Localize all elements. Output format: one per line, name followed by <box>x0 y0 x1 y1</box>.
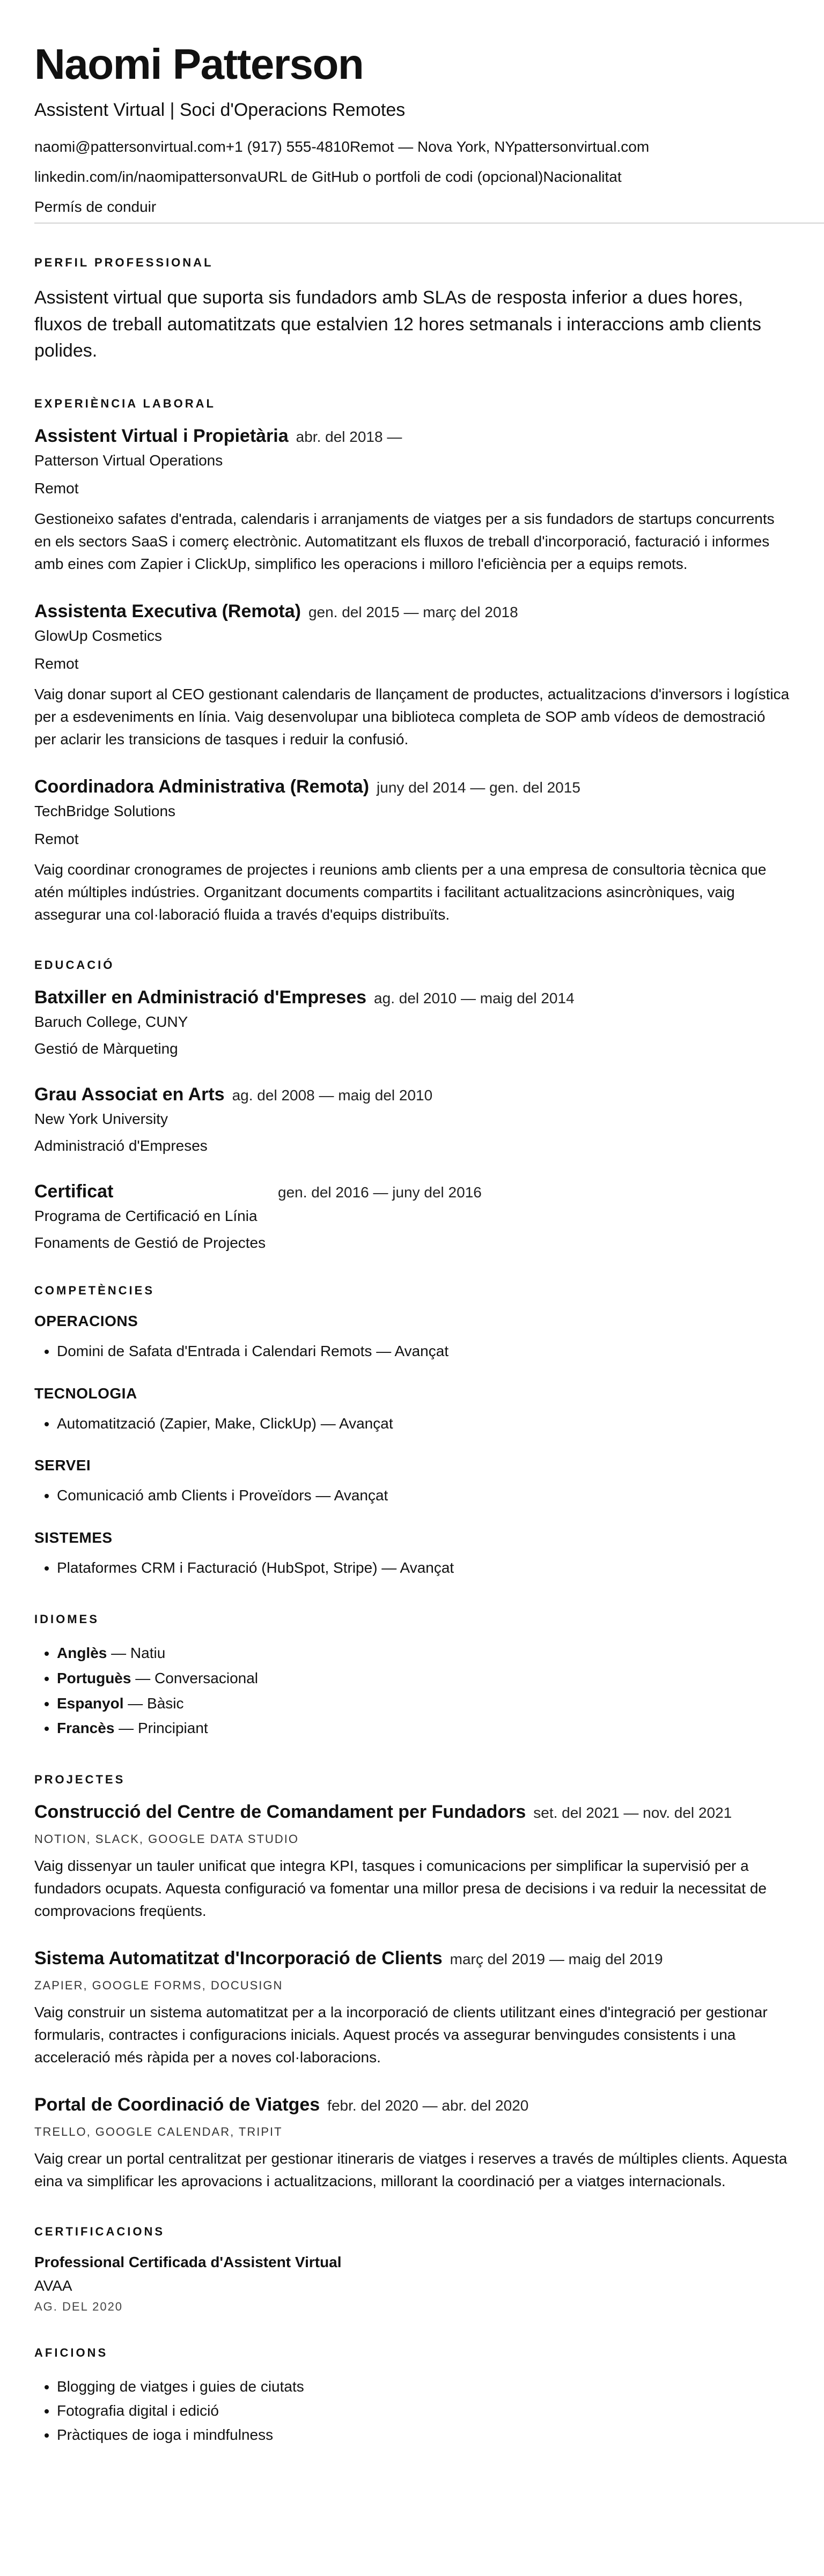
certifications-section <box>34 2225 790 2314</box>
hobby-list <box>34 2375 790 2447</box>
project-entry <box>34 1802 790 1922</box>
education-entry <box>34 987 790 1057</box>
degree-date: gen. del 2016 — juny del 2016 <box>278 1183 482 1201</box>
skill-group <box>34 1313 790 1364</box>
projects-section <box>34 1773 790 2193</box>
project-title: Construcció del Centre de Comandament per Fundadors <box>34 1802 526 1823</box>
email-link[interactable]: naomi@pattersonvirtual.com <box>34 138 226 155</box>
experience-section <box>34 397 790 926</box>
hobby-item: • Blogging de viatges i guies de ciutats <box>57 2375 790 2399</box>
job-date: juny del 2014 — gen. del 2015 <box>377 779 580 796</box>
section-title: PROJECTES <box>34 1773 126 1787</box>
nationality-text: Nacionalitat <box>543 168 622 185</box>
github-placeholder: URL de GitHub o portfoli de codi (opcional) <box>257 168 543 185</box>
website-link[interactable]: pattersonvirtual.com <box>514 138 650 155</box>
certification-title: Professional Certificada d'Assistent Virtual <box>34 2254 342 2271</box>
experience-entry <box>34 426 790 575</box>
summary-section <box>34 256 790 365</box>
project-date: febr. del 2020 — abr. del 2020 <box>327 2097 529 2114</box>
skill-group <box>34 1457 790 1508</box>
job-title: Assistent Virtual i Propietària <box>34 425 289 446</box>
skill-category: TECNOLOGIA <box>34 1385 137 1402</box>
section-title: AFICIONS <box>34 2346 108 2360</box>
language-item <box>57 1667 790 1691</box>
education-entry <box>34 1181 790 1252</box>
job-description: Vaig donar suport al CEO gestionant calendaris de llançament de productes, actualitzacions d'inversors i logística per a esdeveniments en línia. Vaig desenvolupar una biblioteca completa de SOP amb vídeos de demostració per aclarir les transicions de tasques i reduir la confusió. <box>34 685 790 747</box>
contact-row-1 <box>34 136 790 158</box>
resume-header <box>34 42 790 224</box>
section-title: EXPERIÈNCIA LABORAL <box>34 396 216 410</box>
education-section <box>34 958 790 1252</box>
project-date: set. del 2021 — nov. del 2021 <box>533 1804 732 1822</box>
job-title: Coordinadora Administrativa (Remota) <box>34 776 370 797</box>
language-level: — Principiant <box>114 1720 208 1737</box>
hobbies-section <box>34 2346 790 2447</box>
degree-date: ag. del 2010 — maig del 2014 <box>374 989 575 1006</box>
language-item <box>57 1716 790 1741</box>
skill-item: • Plataformes CRM i Facturació (HubSpot, Stripe) — Avançat <box>57 1556 790 1580</box>
skill-item: • Domini de Safata d'Entrada i Calendari Remots — Avançat <box>57 1339 790 1364</box>
language-name: Espanyol <box>57 1694 124 1712</box>
language-name: Anglès <box>57 1645 107 1662</box>
project-tech: TRELLO, GOOGLE CALENDAR, TRIPIT <box>34 2125 283 2139</box>
project-tech: ZAPIER, GOOGLE FORMS, DOCUSIGN <box>34 1979 283 1993</box>
language-list <box>34 1641 790 1741</box>
school-name: Baruch College, CUNY <box>34 1013 188 1030</box>
summary-text: Assistent virtual que suporta sis fundadors amb SLAs de resposta inferior a dues hores, fluxos de treball automatitzats que estalvien 12 hores setmanals i interaccions amb clients polides. <box>34 287 762 361</box>
certification-issuer: AVAA <box>34 2277 72 2294</box>
hobby-item: • Fotografia digital i edició <box>57 2399 790 2423</box>
project-description: Vaig crear un portal centralitzat per gestionar itineraris de viatges i reserves a través de múltiples clients. Aquesta eina va simplificar les aprovacions i actualitzacions, millorant la coordinació per a viatges internacionals. <box>34 2150 788 2190</box>
language-item <box>57 1692 790 1716</box>
language-item <box>57 1641 790 1665</box>
job-location: Remot <box>34 830 79 847</box>
header-divider <box>34 223 824 224</box>
study-field: Gestió de Màrqueting <box>34 1040 178 1057</box>
language-level: — Bàsic <box>123 1694 184 1712</box>
language-level: — Conversacional <box>131 1669 259 1686</box>
section-title: EDUCACIÓ <box>34 958 115 972</box>
degree-date: ag. del 2008 — maig del 2010 <box>232 1086 433 1104</box>
project-entry <box>34 1948 790 2069</box>
degree-title: Grau Associat en Arts <box>34 1084 225 1105</box>
contact-row-3 <box>34 196 790 218</box>
job-company: GlowUp Cosmetics <box>34 627 163 644</box>
certification-date: AG. DEL 2020 <box>34 2300 123 2314</box>
project-tech: NOTION, SLACK, GOOGLE DATA STUDIO <box>34 1832 299 1846</box>
section-title: PERFIL PROFESSIONAL <box>34 256 214 269</box>
project-date: març del 2019 — maig del 2019 <box>450 1951 663 1968</box>
contact-row-2 <box>34 166 790 188</box>
skill-category: SERVEI <box>34 1457 91 1474</box>
job-title: Assistenta Executiva (Remota) <box>34 601 301 621</box>
candidate-role: Assistent Virtual | Soci d'Operacions Remotes <box>34 100 406 120</box>
phone-text: +1 (917) 555-4810 <box>225 138 350 155</box>
skill-item: • Automatització (Zapier, Make, ClickUp) — Avançat <box>57 1412 790 1436</box>
skill-group <box>34 1385 790 1436</box>
school-name: New York University <box>34 1110 168 1127</box>
education-entry <box>34 1084 790 1154</box>
study-field: Fonaments de Gestió de Projectes <box>34 1234 266 1251</box>
location-text: Remot — Nova York, NY <box>349 138 514 155</box>
project-entry <box>34 2094 790 2193</box>
license-text: Permís de conduir <box>34 198 157 215</box>
project-title: Portal de Coordinació de Viatges <box>34 2094 320 2115</box>
experience-entry <box>34 601 790 751</box>
contact-info <box>34 136 790 218</box>
language-name: Portuguès <box>57 1669 131 1686</box>
job-company: Patterson Virtual Operations <box>34 451 223 469</box>
candidate-name: Naomi Patterson <box>34 40 364 88</box>
skill-item: • Comunicació amb Clients i Proveïdors — Avançat <box>57 1484 790 1508</box>
job-location: Remot <box>34 479 79 497</box>
experience-entry <box>34 776 790 926</box>
section-title: IDIOMES <box>34 1612 99 1626</box>
project-title: Sistema Automatitzat d'Incorporació de Clients <box>34 1948 443 1969</box>
skills-section <box>34 1284 790 1580</box>
study-field: Administració d'Empreses <box>34 1137 208 1154</box>
section-title: CERTIFICACIONS <box>34 2225 165 2239</box>
project-description: Vaig dissenyar un tauler unificat que integra KPI, tasques i comunicacions per simplificar la supervisió per a fundadors ocupats. Aquesta configuració va fomentar una millor presa de decisions i va reduir la necessitat de comprovacions freqüents. <box>34 1857 767 1920</box>
hobby-item: • Pràctiques de ioga i mindfulness <box>57 2423 790 2447</box>
project-description: Vaig construir un sistema automatitzat per a la incorporació de clients utilitzant eines d'integració per gestionar formularis, contractes i configuracions inicials. Aquest procés va assegurar benvingudes consistents i una acceleració més ràpida per a noves col·laboracions. <box>34 2004 768 2066</box>
skill-category: SISTEMES <box>34 1529 113 1546</box>
linkedin-link[interactable]: linkedin.com/in/naomipattersonva <box>34 168 258 185</box>
language-name: Francès <box>57 1720 115 1737</box>
job-date: abr. del 2018 — <box>296 428 402 445</box>
job-location: Remot <box>34 655 79 672</box>
certification-entry <box>34 2254 790 2314</box>
skill-group <box>34 1529 790 1580</box>
job-description: Vaig coordinar cronogrames de projectes i reunions amb clients per a una empresa de consultoria tècnica que atén múltiples indústries. Organitzant documents compartits i facilitant actualitzacions asincròniques, vaig assegurar una col·laboració fluida a través d'equips distribuïts. <box>34 861 767 923</box>
degree-title: Batxiller en Administració d'Empreses <box>34 987 367 1008</box>
job-company: TechBridge Solutions <box>34 802 176 819</box>
language-level: — Natiu <box>107 1645 166 1662</box>
section-title: COMPETÈNCIES <box>34 1283 155 1297</box>
skill-category: OPERACIONS <box>34 1312 138 1329</box>
job-date: gen. del 2015 — març del 2018 <box>308 603 518 620</box>
job-description: Gestioneixo safates d'entrada, calendaris i arranjaments de viatges per a sis fundadors de startups concurrents en els sectors SaaS i comerç electrònic. Automatitzant els fluxos de treball d'incorporació, facturació i informes amb eines com Zapier i ClickUp, simplifico les operacions i milloro l'eficiència per a equips remots. <box>34 510 775 572</box>
school-name: Programa de Certificació en Línia <box>34 1207 258 1224</box>
languages-section <box>34 1612 790 1741</box>
degree-title: Certificat <box>34 1181 114 1202</box>
